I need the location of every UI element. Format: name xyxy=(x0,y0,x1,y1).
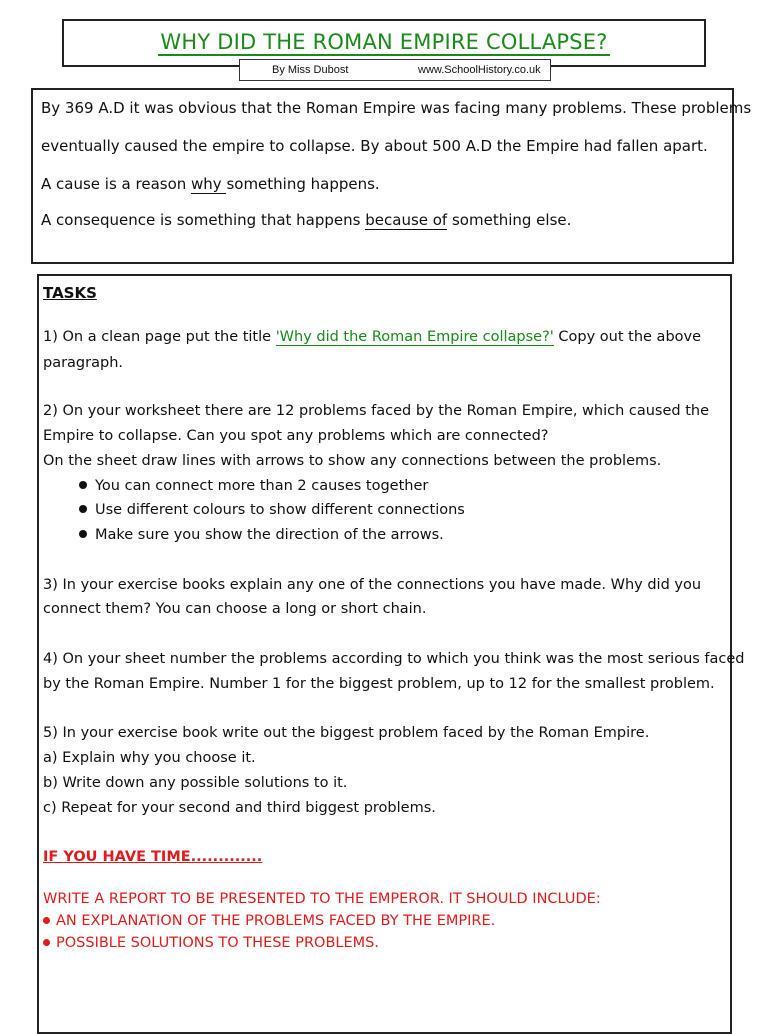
task-4-line-2: by the Roman Empire. Number 1 for the biggest problem, up to 12 for the smallest problem. xyxy=(43,676,715,692)
consequence-definition: A consequence is something that happens because of something else. xyxy=(41,211,572,229)
bullet-icon xyxy=(43,917,50,924)
intro-box xyxy=(31,88,752,264)
list-item: POSSIBLE SOLUTIONS TO THESE PROBLEMS. xyxy=(43,935,379,951)
task-4-line-1: 4) On your sheet number the problems according to which you think was the most serious faced xyxy=(43,651,745,667)
bullet-icon xyxy=(79,481,87,489)
intro-line-1: By 369 A.D it was obvious that the Roman Empire was facing many problems. These problems xyxy=(41,99,752,117)
bullet-icon xyxy=(79,505,87,513)
author-name: By Miss Dubost xyxy=(272,64,349,76)
task-5-line-1: 5) In your exercise book write out the biggest problem faced by the Roman Empire. xyxy=(43,725,650,741)
bullet-icon xyxy=(43,939,50,946)
task-3-line-1: 3) In your exercise books explain any one of the connections you have made. Why did you xyxy=(43,577,702,593)
task-5-c: c) Repeat for your second and third biggest problems. xyxy=(43,800,436,816)
task-5-a: a) Explain why you choose it. xyxy=(43,750,256,766)
list-item: Make sure you show the direction of the arrows. xyxy=(79,527,444,543)
list-item: Use different colours to show different connections xyxy=(79,502,465,518)
task-2-line-3: On the sheet draw lines with arrows to show any connections between the problems. xyxy=(43,453,662,469)
byline-box xyxy=(239,59,551,81)
extra-line-1: WRITE A REPORT TO BE PRESENTED TO THE EMPEROR. IT SHOULD INCLUDE: xyxy=(43,891,601,907)
tasks-box xyxy=(37,274,745,1034)
task-1-line-2: paragraph. xyxy=(43,355,123,371)
tasks-heading: TASKS xyxy=(43,284,97,302)
list-item: You can connect more than 2 causes together xyxy=(79,478,428,494)
cause-definition: A cause is a reason why something happens. xyxy=(41,175,380,193)
extra-heading: IF YOU HAVE TIME............. xyxy=(43,849,263,865)
intro-line-2: eventually caused the empire to collapse. By about 500 A.D the Empire had fallen apart. xyxy=(41,137,708,155)
list-item: AN EXPLANATION OF THE PROBLEMS FACED BY THE EMPIRE. xyxy=(43,913,495,929)
task-3-line-2: connect them? You can choose a long or short chain. xyxy=(43,601,427,617)
website-url: www.SchoolHistory.co.uk xyxy=(418,64,541,76)
task-2-line-1: 2) On your worksheet there are 12 problems faced by the Roman Empire, which caused the xyxy=(43,403,710,419)
page-title: WHY DID THE ROMAN EMPIRE COLLAPSE? xyxy=(160,30,608,54)
bullet-icon xyxy=(79,530,87,538)
task-5-b: b) Write down any possible solutions to it. xyxy=(43,775,348,791)
task-1-line-1: 1) On a clean page put the title 'Why did the Roman Empire collapse?' Copy out the above xyxy=(43,329,702,345)
task-2-line-2: Empire to collapse. Can you spot any problems which are connected? xyxy=(43,428,549,444)
